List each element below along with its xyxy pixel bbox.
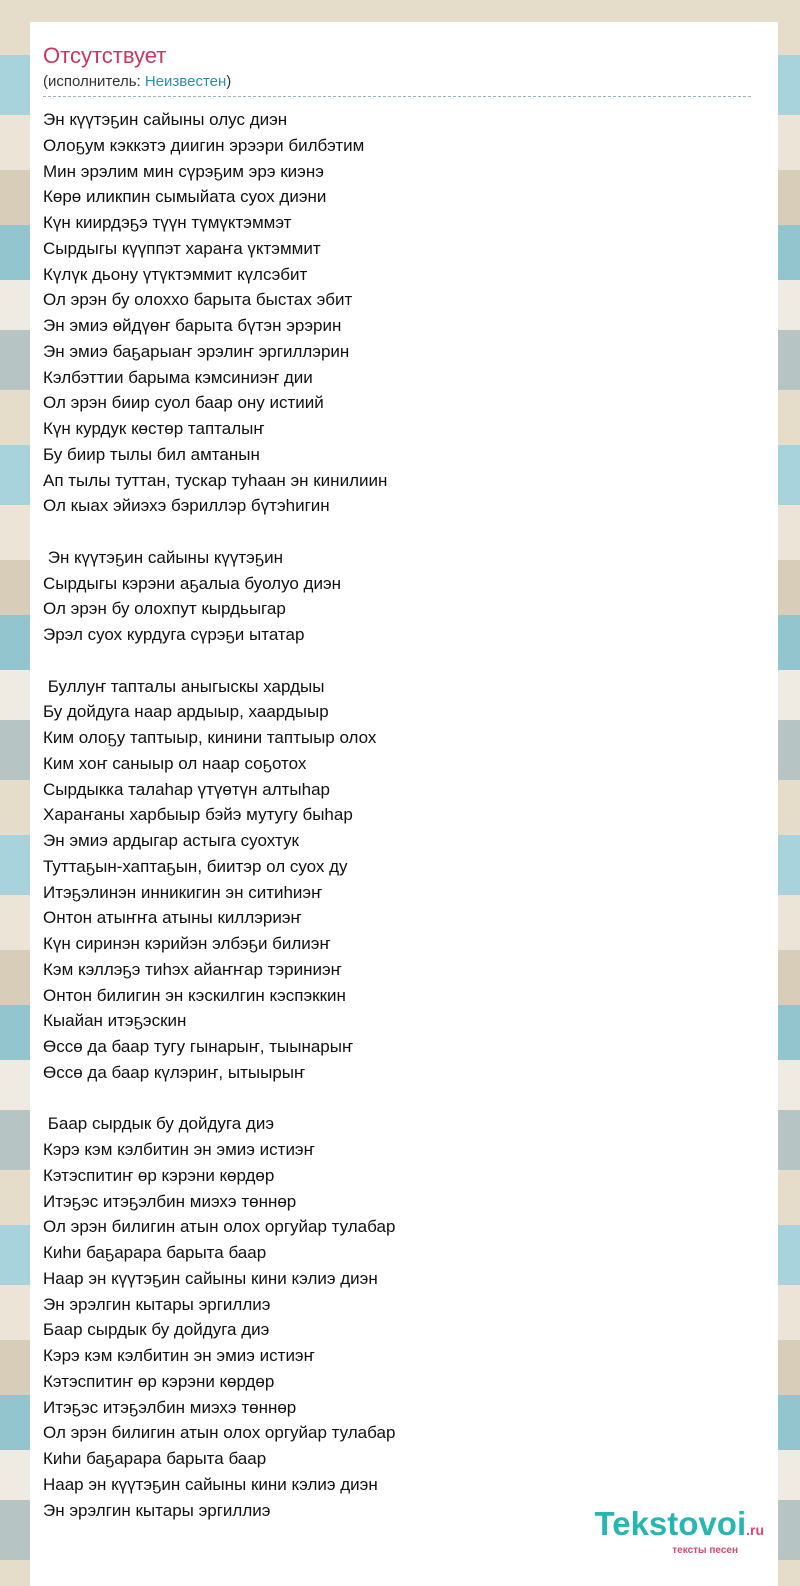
lyric-line: Кыайан итэҕэскин (43, 1011, 187, 1031)
artist-suffix: ) (226, 73, 232, 90)
lyric-line: Олоҕум кэккэтэ диигин эрээри билбэтим (43, 135, 365, 155)
site-logo[interactable] (595, 1507, 764, 1556)
lyric-line: Ол кыах эйиэхэ бэриллэр бүтэһигин (43, 496, 330, 516)
lyric-line: Эн күүтэҕин сайыны олус диэн (43, 110, 288, 129)
song-title: Отсутствует (43, 43, 167, 68)
lyric-line: Күн сиринэн кэрийэн элбэҕи билиэҥ (43, 934, 331, 953)
lyric-line: Эн эмиэ өйдүөҥ барыта бүтэн эрэрин (43, 316, 342, 335)
lyric-line: Күн киирдэҕэ түүн түмүктэммэт (43, 213, 292, 232)
lyric-line: Эрэл суох курдуга сүрэҕи ытатар (43, 625, 305, 644)
lyric-line: Кэлбэттии барыма кэмсиниэҥ дии (43, 367, 313, 387)
artist-line (43, 72, 778, 92)
lyric-line: Буллуҥ тапталы аныгыскы хардыы (43, 676, 325, 696)
logo-tld: .ru (746, 1522, 764, 1538)
lyric-line: Эн эрэлгин кытары эргиллиэ (43, 1294, 271, 1314)
lyric-line (43, 648, 778, 674)
lyric-line: Бу биир тылы бил амтанын (43, 444, 260, 464)
lyric-line: Ол эрэн биир суол баар ону истиий (43, 393, 324, 413)
artist-link[interactable]: Неизвестен (144, 73, 227, 90)
logo-wordmark (595, 1507, 764, 1547)
lyric-line: Туттаҕын-хаптаҕын, биитэр ол суох ду (43, 856, 348, 876)
lyric-line: Ким олоҕу таптыыр, кинини таптыыр олох (43, 728, 377, 747)
lyric-line: Бу дойдуга наар ардыыр, хаардыыр (43, 702, 329, 722)
lyric-line: Итэҕэс итэҕэлбин миэхэ төннөр (43, 1191, 297, 1211)
lyric-line: Ким хоҥ саныыр ол наар соҕотох (43, 753, 307, 773)
logo-tagline: тексты песен (672, 1545, 738, 1556)
lyric-line: Ол эрэн билигин атын олох оргуйар тулабар (43, 1217, 396, 1237)
lyric-line: Өссө да баар тугу гынарыҥ, тыынарыҥ (43, 1037, 353, 1056)
lyric-line: Наар эн күүтэҕин сайыны кини кэлиэ диэн (43, 1268, 378, 1288)
lyric-line (43, 1086, 778, 1112)
lyric-line: Ап тылы туттан, тускар туһаан эн кинилиин (43, 470, 388, 490)
lyric-line: Баар сырдык бу дойдуга диэ (43, 1114, 275, 1134)
lyric-line: Эн эрэлгин кытары эргиллиэ (43, 1500, 271, 1520)
lyric-line: Күлүк дьону үтүктэммит күлсэбит (43, 264, 308, 284)
lyric-line: Кэтэспитиҥ өр кэрэни көрдөр (43, 1371, 275, 1391)
lyric-line: Кэрэ кэм кэлбитин эн эмиэ истиэҥ (43, 1140, 315, 1159)
lyric-line: Кэм кэллэҕэ тиһэх айаҥҥар тэриниэҥ (43, 959, 342, 979)
artist-prefix: (исполнитель: (43, 73, 145, 90)
lyrics-text (30, 97, 778, 1523)
lyric-line: Эн эмиэ ардыгар астыга суохтук (43, 831, 299, 850)
lyric-line: Итэҕэс итэҕэлбин миэхэ төннөр (43, 1397, 297, 1417)
lyric-line: Сырдыгы күүппэт хараҥа үктэммит (43, 238, 321, 258)
lyric-line: Киһи баҕарара барыта баар (43, 1449, 267, 1468)
song-header (30, 22, 778, 92)
lyric-line: Ол эрэн бу олоххо барыта быстах эбит (43, 290, 353, 310)
lyric-line: Баар сырдык бу дойдуга диэ (43, 1320, 270, 1340)
lyric-line: Ол эрэн билигин атын олох оргуйар тулабар (43, 1423, 396, 1443)
lyric-line: Киһи баҕарара барыта баар (43, 1243, 267, 1262)
lyrics-card (30, 22, 778, 1586)
lyric-line: Ол эрэн бу олохпут кырдьыгар (43, 599, 286, 619)
lyric-line: Өссө да баар күлэриҥ, ытыырыҥ (43, 1062, 306, 1082)
lyric-line: Кэтэспитиҥ өр кэрэни көрдөр (43, 1165, 275, 1185)
logo-name: Tekstovoi (594, 1505, 747, 1542)
lyric-line: Мин эрэлим мин сүрэҕим эрэ киэнэ (43, 161, 324, 181)
lyric-line: Эн эмиэ баҕарыаҥ эрэлиҥ эргиллэрин (43, 341, 350, 361)
lyric-line: Сырдыкка талаһар үтүөтүн алтыһар (43, 779, 331, 799)
lyric-line: Күн курдук көстөр тапталыҥ (43, 419, 265, 438)
lyric-line: Итэҕэлинэн инникигин эн ситиһиэҥ (43, 882, 323, 902)
lyric-line: Онтон атыҥҥа атыны киллэриэҥ (43, 908, 302, 928)
lyric-line: Кэрэ кэм кэлбитин эн эмиэ истиэҥ (43, 1346, 315, 1365)
lyric-line: Эн күүтэҕин сайыны күүтэҕин (43, 547, 284, 567)
lyric-line: Көрө иликпин сымыйата суох диэни (43, 187, 327, 207)
lyric-line: Хараҥаны харбыыр бэйэ мутугу быһар (43, 805, 353, 825)
lyric-line: Наар эн күүтэҕин сайыны кини кэлиэ диэн (43, 1474, 378, 1494)
lyric-line: Сырдыгы кэрэни аҕалыа буолуо диэн (43, 573, 342, 593)
lyric-line (43, 519, 778, 545)
lyric-line: Онтон билигин эн кэскилгин кэспэккин (43, 985, 346, 1005)
